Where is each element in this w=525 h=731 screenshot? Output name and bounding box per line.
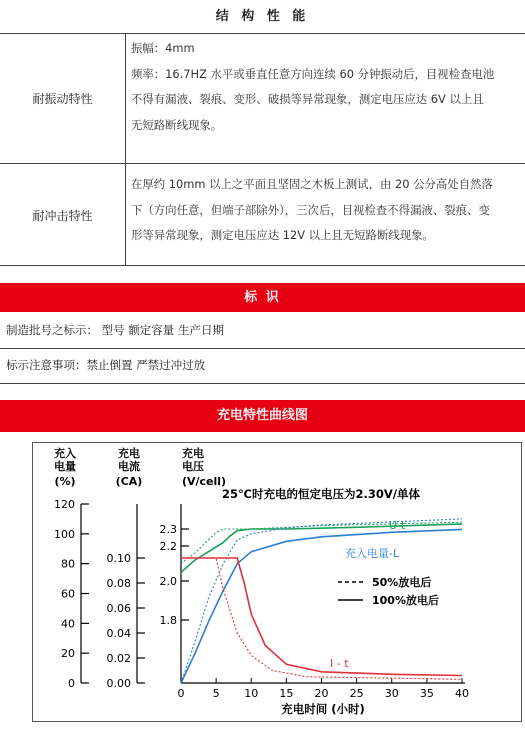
chart-frame [32,442,522,722]
capacity-axis-header [54,446,76,488]
marking-title: 标 识 [0,283,525,312]
marking-notice-text: 标示注意事项：禁止倒置 严禁过冲过放 [6,358,206,372]
axis-header-line: 电量 [54,460,76,473]
voltage-axis-ticks [160,523,190,627]
current-tick-label: 0.10 [106,552,131,565]
chart-title: 25℃时充电的恒定电压为2.30V/单体 [222,487,420,501]
capacity-tick-label: 0 [68,677,75,690]
voltage-tick-label: 1.8 [159,614,177,627]
structure-title: 结 构 性 能 [215,9,310,24]
axis-header-line: (%) [54,475,76,488]
vibration-label: 耐振动特性 [32,92,93,106]
voltage-curve-label: U-t [389,519,406,532]
x-axis-ticks [178,678,470,700]
axis-header-line: 电压 [182,460,204,473]
marking-batch-text: 制造批号之标示： 型号 额定容量 生产日期 [6,323,224,337]
voltage-axis-header [182,446,226,488]
marking-divider [0,348,525,349]
axis-header-line: 充入 [54,447,76,460]
vibration-text [131,36,521,138]
voltage-tick-label: 2.2 [159,540,177,553]
voltage-tick-label: 2.3 [159,523,177,536]
current-tick-label: 0.08 [106,577,131,590]
current-axis-header [116,446,143,488]
voltage-tick-label: 2.0 [159,575,177,588]
vibration-line: 频率：16.7HZ 水平或垂直任意方向连续 60 分钟振动后，目视检查电池 [131,66,495,81]
vibration-line: 无短路断线现象。 [131,117,223,132]
x-tick-label: 30 [384,687,399,700]
axis-header-line: (CA) [115,475,143,488]
x-axis-label: 充电时间 (小时) [281,702,365,716]
x-tick-label: 40 [455,687,469,700]
current-tick-label: 0.04 [106,627,131,640]
capacity-tick-label: 80 [61,557,75,571]
impact-label: 耐冲击特性 [32,209,93,223]
vibration-line: 不得有漏液、裂痕、变形、破损等异常现象，测定电压应达 6V 以上且 [131,92,484,107]
capacity-tick-label: 40 [61,617,75,631]
x-tick-label: 35 [419,687,434,700]
current-tick-label: 0.06 [106,602,131,615]
charging-chart [33,443,521,721]
current-curve-label: I - t [330,657,349,670]
axis-header-line: 充电 [118,447,140,460]
x-tick-label: 5 [212,687,220,700]
table-column-divider [125,33,126,265]
impact-line: 形等异常现象，测定电压应达 12V 以上且无短路断线现象。 [131,228,434,243]
x-tick-label: 15 [279,687,294,700]
capacity-tick-label: 20 [61,647,75,661]
legend-label: 50%放电后 [372,576,432,589]
impact-line: 下（方向任意，但端子部除外），三次后，目视检查不得漏液、裂痕、变 [131,202,490,217]
capacity-curve-label: 充入电量-L [345,547,400,560]
current-axis-ticks [107,552,146,690]
legend-label: 100%放电后 [372,594,439,607]
axis-header-line: 充电 [182,447,204,460]
x-tick-label: 25 [349,687,364,700]
table-row-divider [0,163,525,164]
chart-legend [338,575,439,607]
vibration-line: 振幅：4mm [131,41,195,55]
marking-bottom-border [0,383,525,384]
current-tick-label: 0.02 [106,652,131,665]
capacity-axis-ticks [54,498,89,690]
capacity-tick-label: 120 [54,498,75,511]
capacity-tick-label: 60 [61,587,75,601]
x-tick-label: 0 [177,687,185,700]
table-bottom-border [0,265,525,266]
divider [0,33,525,34]
current-tick-label: 0.00 [106,677,131,690]
axis-header-line: 电流 [118,460,140,473]
axis-header-line: (V/cell) [181,475,227,488]
x-tick-label: 10 [244,687,259,700]
impact-line: 在厚约 10mm 以上之平面且坚固之木板上测试，由 20 公分高处自然落 [131,177,493,191]
capacity-tick-label: 100 [54,527,75,541]
curve-title: 充电特性曲线图 [0,400,525,432]
x-tick-label: 20 [314,687,329,700]
impact-text [131,172,521,249]
